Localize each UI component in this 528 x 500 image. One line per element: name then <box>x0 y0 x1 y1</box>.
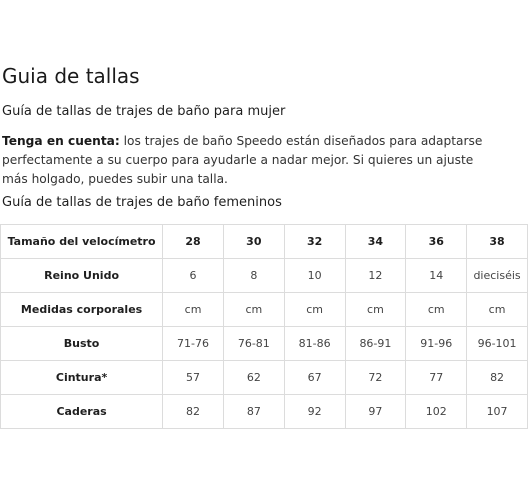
header-cell: 36 <box>406 225 467 259</box>
table-cell: 92 <box>284 395 345 429</box>
table-cell: 62 <box>223 361 284 395</box>
table-cell: cm <box>223 293 284 327</box>
table-cell: 77 <box>406 361 467 395</box>
header-cell: 34 <box>345 225 406 259</box>
header-cell: Tamaño del velocímetro <box>1 225 163 259</box>
fit-note <box>2 132 498 189</box>
header-cell: 30 <box>223 225 284 259</box>
table-cell: 72 <box>345 361 406 395</box>
fit-note-text: los trajes de baño Speedo están diseñados para adaptarse perfectamente a su cuerpo para ayudarle a nadar mejor. Si quieres un ajuste más holgado, puedes subir una talla. <box>2 134 483 186</box>
table-cell: 97 <box>345 395 406 429</box>
table-cell: dieciséis <box>467 259 528 293</box>
table-cell: 82 <box>467 361 528 395</box>
table-cell: cm <box>467 293 528 327</box>
table-cell: 87 <box>223 395 284 429</box>
table-cell: 96-101 <box>467 327 528 361</box>
row-label: Reino Unido <box>1 259 163 293</box>
table-cell: cm <box>406 293 467 327</box>
row-label: Medidas corporales <box>1 293 163 327</box>
header-cell: 38 <box>467 225 528 259</box>
table-cell: 14 <box>406 259 467 293</box>
table-row <box>1 293 528 327</box>
table-cell: 12 <box>345 259 406 293</box>
header-cell: 32 <box>284 225 345 259</box>
row-label: Busto <box>1 327 163 361</box>
size-table-container[interactable] <box>0 224 521 428</box>
table-header-row <box>1 225 528 259</box>
table-cell: 86-91 <box>345 327 406 361</box>
table-cell: 71-76 <box>163 327 224 361</box>
table-cell: 81-86 <box>284 327 345 361</box>
table-cell: cm <box>163 293 224 327</box>
table-title: Guía de tallas de trajes de baño femeninos <box>2 195 282 210</box>
table-cell: 107 <box>467 395 528 429</box>
table-row <box>1 327 528 361</box>
fit-note-label: Tenga en cuenta: <box>2 134 120 148</box>
table-cell: 57 <box>163 361 224 395</box>
table-cell: 10 <box>284 259 345 293</box>
size-table <box>0 224 528 429</box>
row-label: Caderas <box>1 395 163 429</box>
section-subtitle: Guía de tallas de trajes de baño para mujer <box>2 104 286 119</box>
table-row <box>1 395 528 429</box>
table-cell: 76-81 <box>223 327 284 361</box>
page-title: Guia de tallas <box>2 64 140 88</box>
table-cell: cm <box>345 293 406 327</box>
table-cell: 67 <box>284 361 345 395</box>
table-cell: 6 <box>163 259 224 293</box>
table-cell: 102 <box>406 395 467 429</box>
table-cell: 82 <box>163 395 224 429</box>
table-row <box>1 361 528 395</box>
table-cell: 8 <box>223 259 284 293</box>
table-row <box>1 259 528 293</box>
table-cell: cm <box>284 293 345 327</box>
header-cell: 28 <box>163 225 224 259</box>
row-label: Cintura* <box>1 361 163 395</box>
table-cell: 91-96 <box>406 327 467 361</box>
